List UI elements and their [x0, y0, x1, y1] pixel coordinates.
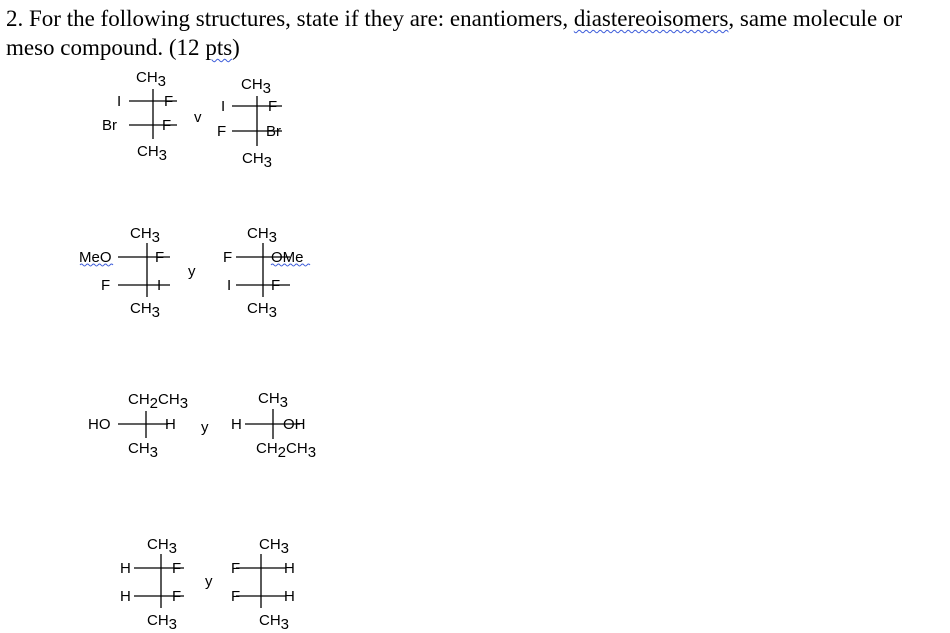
top-group: CH3	[130, 225, 161, 246]
pair-4	[120, 536, 295, 633]
right-group: F	[162, 117, 172, 134]
pair-2	[79, 225, 310, 321]
left-group: MeO	[79, 249, 112, 266]
left-group: F	[231, 588, 241, 605]
left-group: H	[120, 560, 131, 577]
right-group: I	[157, 277, 162, 294]
fischer-structure-2b	[223, 225, 310, 321]
left-group: I	[227, 277, 232, 294]
question-text: 2. For the following structures, state if they are: enantiomers, diastereoisomers, same molecule or meso compound. (12 pts)	[6, 6, 903, 60]
right-group: F	[155, 249, 165, 266]
spell-underlined-word: diastereoisomers	[573, 6, 729, 31]
right-group: Br	[266, 123, 281, 140]
right-group: H	[284, 560, 295, 577]
left-group: F	[231, 560, 241, 577]
bottom-group: CH3	[128, 440, 159, 461]
right-group: F	[164, 93, 174, 110]
left-group: F	[223, 249, 233, 266]
right-group: H	[165, 416, 176, 433]
pair-connector: y	[205, 573, 213, 590]
fischer-structure-3a	[88, 391, 188, 461]
left-group: H	[231, 416, 242, 433]
right-group: OMe	[271, 249, 304, 266]
bottom-group: CH3	[137, 143, 168, 164]
left-group: F	[217, 123, 227, 140]
fischer-structure-4b	[231, 536, 295, 633]
left-group: I	[117, 93, 122, 110]
pair-connector: y	[188, 263, 196, 280]
fischer-structure-1a	[102, 69, 177, 164]
bottom-group: CH3	[247, 300, 278, 321]
fischer-structure-4a	[120, 536, 184, 633]
pair-1	[102, 69, 282, 171]
bottom-group: CH3	[130, 300, 161, 321]
bottom-group: CH2CH3	[256, 440, 317, 461]
top-group: CH3	[247, 225, 278, 246]
fischer-structure-3b	[231, 390, 316, 461]
top-group: CH3	[147, 536, 178, 557]
fischer-structure-1b	[217, 76, 282, 171]
right-group: F	[172, 588, 182, 605]
top-group: CH3	[258, 390, 289, 411]
left-group: Br	[102, 117, 117, 134]
pair-connector: y	[201, 419, 209, 436]
top-group: CH3	[136, 69, 167, 90]
bottom-group: CH3	[242, 150, 273, 171]
left-group: H	[120, 588, 131, 605]
top-group: CH3	[241, 76, 272, 97]
question-number: 2.	[6, 6, 24, 31]
right-group: H	[284, 588, 295, 605]
left-group: HO	[88, 416, 111, 433]
right-group: OH	[283, 416, 306, 433]
right-group: F	[172, 560, 182, 577]
bottom-group: CH3	[259, 612, 290, 633]
top-group: CH3	[259, 536, 290, 557]
right-group: F	[268, 98, 278, 115]
pair-connector: v	[194, 109, 202, 126]
bottom-group: CH3	[147, 612, 178, 633]
top-group: CH2CH3	[128, 391, 189, 412]
fischer-structure-2a	[79, 225, 170, 321]
left-group: I	[221, 98, 226, 115]
right-group: F	[271, 277, 281, 294]
left-group: F	[101, 277, 111, 294]
pair-3	[88, 390, 316, 461]
spell-underlined-word: pts	[205, 35, 233, 60]
